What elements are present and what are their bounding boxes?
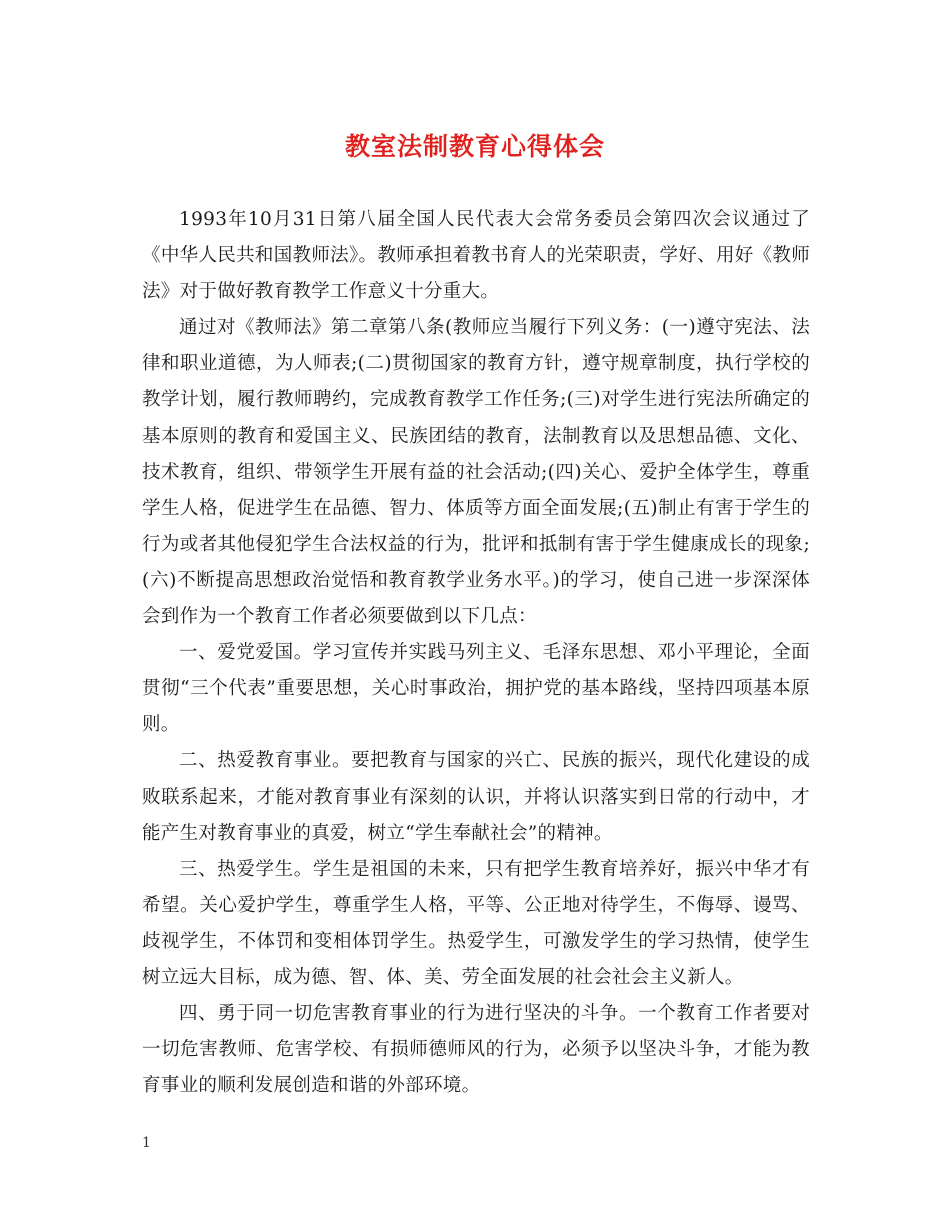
paragraph-article-eight: 通过对《教师法》第二章第八条(教师应当履行下列义务：(一)遵守宪法、法律和职业道德，为人师表;(二)贯彻国家的教育方针，遵守规章制度，执行学校的教学计划，履行教师聘约，完成教育教学工作任务;(三)对学生进行宪法所确定的基本原则的教育和爱国主义、民族团结的教育，法制教育以及思想品德、文化、技术教育，组织、带领学生开展有益的社会活动;(四)关心、爱护全体学生，尊重学生人格，促进学生在品德、智力、体质等方面全面发展;(五)制止有害于学生的行为或者其他侵犯学生合法权益的行为，批评和抵制有害于学生健康成长的现象;(六)不断提高思想政治觉悟和教育教学业务水平。)的学习，使自己进一步深深体会到作为一个教育工作者必须要做到以下几点： (142, 317, 810, 628)
paragraph-point-four: 四、勇于同一切危害教育事业的行为进行坚决的斗争。一个教育工作者要对一切危害教师、危害学校、有损师德师风的行为，必须予以坚决斗争，才能为教育事业的顺利发展创造和谐的外部环境。 (142, 1003, 810, 1097)
paragraph-point-one: 一、爱党爱国。学习宣传并实践马列主义、毛泽东思想、邓小平理论，全面贯彻“三个代表”重要思想，关心时事政治，拥护党的基本路线，坚持四项基本原则。 (142, 642, 810, 736)
document-body (142, 202, 810, 1104)
page-number: 1 (142, 1135, 151, 1151)
document-title: 教室法制教育心得体会 (344, 132, 605, 161)
paragraph-intro: 1993年10月31日第八届全国人民代表大会常务委员会第四次会议通过了《中华人民共和国教师法》。教师承担着教书育人的光荣职责，学好、用好《教师法》对于做好教育教学工作意义十分重大。 (142, 209, 810, 303)
paragraph-point-three: 三、热爱学生。学生是祖国的未来，只有把学生教育培养好，振兴中华才有希望。关心爱护学生，尊重学生人格，平等、公正地对待学生，不侮辱、谩骂、歧视学生，不体罚和变相体罚学生。热爱学生，可激发学生的学习热情，使学生树立远大目标，成为德、智、体、美、劳全面发展的社会社会主义新人。 (142, 858, 810, 988)
paragraph-point-two: 二、热爱教育事业。要把教育与国家的兴亡、民族的振兴，现代化建设的成败联系起来，才能对教育事业有深刻的认识，并将认识落实到日常的行动中，才能产生对教育事业的真爱，树立“学生奉献社会”的精神。 (142, 750, 810, 844)
